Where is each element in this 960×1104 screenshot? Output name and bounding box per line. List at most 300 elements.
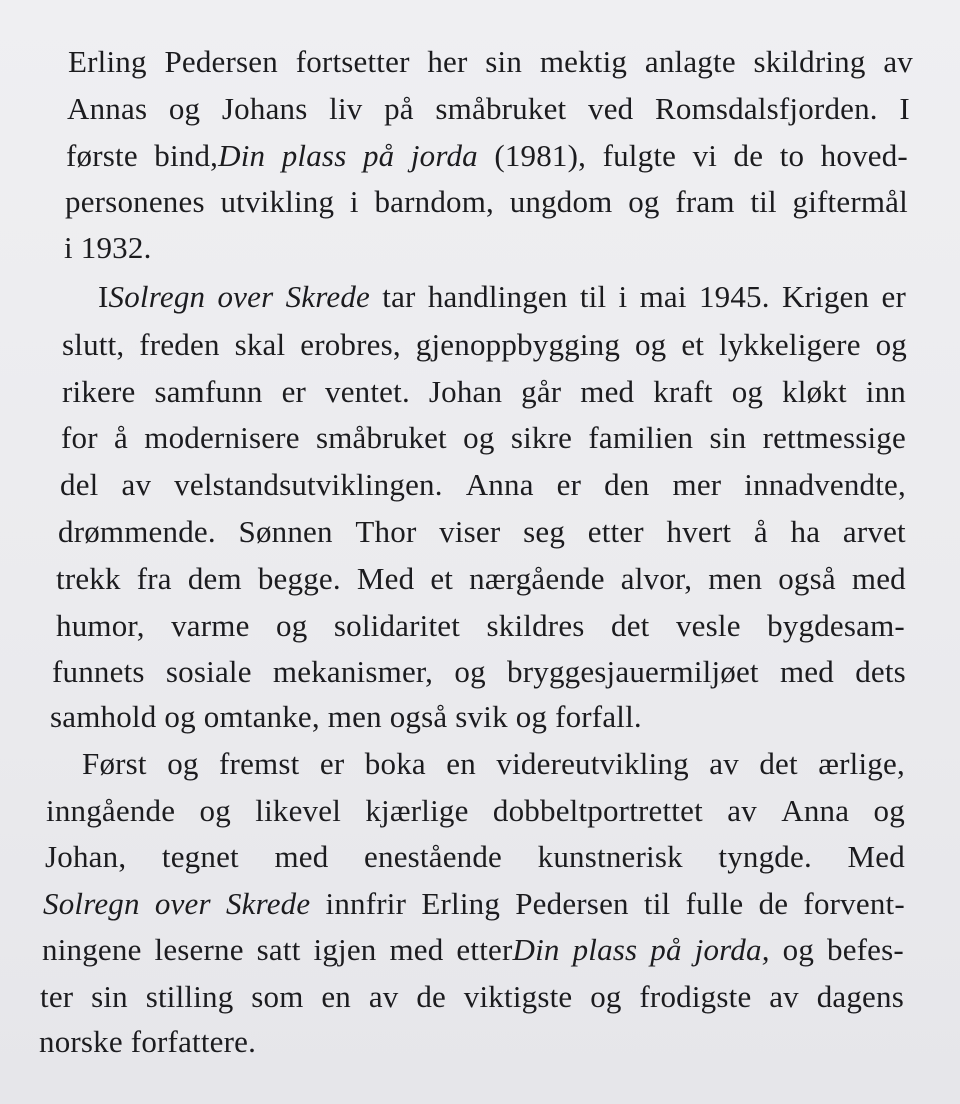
word	[154, 140, 265, 171]
word	[676, 610, 741, 641]
text-run: Pedersen	[515, 886, 629, 921]
word	[852, 563, 906, 594]
text-line	[65, 186, 908, 217]
word	[507, 656, 759, 687]
text-run: de	[733, 138, 764, 173]
text-run: kunstnerisk	[537, 839, 683, 874]
text-run: Annas	[67, 91, 148, 126]
text-run: samhold og omtanke, men også svik og forfall.	[50, 699, 642, 734]
text-run: fulgte	[602, 138, 677, 173]
italic-title-text: jorda	[410, 138, 478, 173]
word	[759, 748, 797, 779]
word	[650, 934, 681, 965]
word	[855, 656, 906, 687]
word	[68, 46, 147, 77]
text-run: å	[753, 514, 768, 549]
text-run: lykkeligere	[719, 327, 861, 362]
word	[763, 422, 906, 453]
text-run: en	[321, 979, 352, 1014]
word	[139, 329, 219, 360]
text-run: de	[416, 979, 446, 1014]
word	[427, 46, 467, 77]
word	[644, 888, 670, 919]
text-run: nærgående	[469, 561, 605, 596]
text-run: mekanismer,	[272, 654, 434, 689]
text-run: første	[66, 138, 138, 173]
text-run: fram	[675, 184, 735, 219]
word	[365, 748, 426, 779]
word	[411, 140, 478, 171]
word	[611, 610, 649, 641]
text-run: med	[851, 561, 906, 596]
word	[320, 748, 344, 779]
text-run: boka	[364, 746, 426, 781]
text-run: og	[199, 793, 231, 828]
word	[171, 610, 249, 641]
word	[276, 610, 307, 641]
text-line	[56, 610, 905, 641]
word	[619, 281, 628, 312]
italic-title-text: på	[650, 932, 682, 967]
word	[121, 469, 151, 500]
word	[45, 841, 126, 872]
word	[693, 140, 718, 171]
text-run: drømmende.	[58, 514, 216, 549]
text-run: bryggesjauermiljøet	[507, 654, 759, 689]
word	[866, 376, 906, 407]
text-run: med	[580, 374, 635, 409]
italic-title-text: Solregn	[108, 279, 206, 314]
text-run: Thor	[355, 514, 417, 549]
text-run: og	[454, 654, 486, 689]
text-run: og	[168, 91, 201, 126]
word	[42, 934, 142, 965]
word	[780, 656, 834, 687]
word	[91, 981, 128, 1012]
text-run: befes-	[827, 932, 904, 967]
text-run: viktigste	[463, 979, 573, 1014]
italic-title-text: Solregn	[43, 886, 140, 921]
word	[673, 469, 722, 500]
text-run: og	[782, 932, 815, 967]
text-run: tar	[382, 279, 416, 314]
word	[56, 563, 121, 594]
word	[782, 376, 847, 407]
word	[782, 281, 869, 312]
word	[374, 186, 494, 217]
text-run: fremst	[219, 746, 300, 781]
word	[326, 888, 407, 919]
italic-title-text: over	[217, 279, 274, 314]
word	[154, 376, 262, 407]
text-run: sin	[485, 44, 523, 79]
word	[456, 934, 559, 965]
text-run: Johan	[428, 374, 503, 409]
word	[65, 186, 205, 217]
text-run: likevel	[255, 793, 342, 828]
word	[282, 140, 347, 171]
text-run: et	[430, 561, 454, 596]
text-run: Med	[847, 839, 905, 874]
text-run: leserne	[154, 932, 244, 967]
text-run: humor,	[56, 608, 145, 643]
word	[219, 748, 299, 779]
text-line	[58, 516, 906, 547]
text-run: viser	[439, 514, 501, 549]
text-run: dagens	[816, 979, 904, 1014]
word	[300, 329, 401, 360]
word	[727, 795, 757, 826]
word	[365, 795, 468, 826]
text-run: å	[114, 420, 128, 455]
text-run: det	[759, 746, 798, 781]
text-line	[67, 93, 910, 124]
word	[416, 981, 446, 1012]
word	[588, 516, 644, 547]
word	[56, 610, 145, 641]
text-run: videreutvikling	[496, 746, 689, 781]
text-run: kløkt	[782, 374, 847, 409]
text-run: småbruket	[435, 91, 567, 126]
word	[469, 563, 605, 594]
word	[734, 140, 764, 171]
text-run: rettmessige	[762, 420, 906, 455]
word	[686, 888, 744, 919]
word	[710, 422, 747, 453]
word	[732, 376, 763, 407]
word	[257, 934, 301, 965]
word	[881, 281, 905, 312]
word	[463, 422, 494, 453]
text-run: vesle	[675, 608, 741, 643]
text-run: norske forfattere.	[39, 1024, 257, 1059]
word	[384, 93, 414, 124]
text-run: I	[98, 279, 109, 314]
text-run: er	[319, 746, 345, 781]
word	[493, 795, 703, 826]
text-run: Erling	[68, 44, 147, 79]
text-run: samfunn	[154, 374, 263, 409]
text-run: Johans	[221, 91, 308, 126]
text-run: alvor,	[620, 561, 693, 596]
text-run: liv	[329, 91, 363, 126]
word	[446, 748, 476, 779]
word	[389, 934, 443, 965]
text-line	[62, 376, 906, 407]
text-run: giftermål	[792, 184, 908, 219]
text-line	[82, 748, 905, 779]
word	[369, 981, 399, 1012]
text-run: er	[556, 467, 582, 502]
text-run: her	[427, 44, 468, 79]
word	[695, 934, 770, 965]
word	[604, 469, 649, 500]
word	[466, 469, 534, 500]
text-run: enestående	[364, 839, 503, 874]
word	[821, 140, 908, 171]
text-run: slutt,	[62, 327, 125, 362]
word	[791, 516, 821, 547]
text-run: bind,	[154, 138, 219, 173]
text-run: Sønnen	[238, 514, 333, 549]
word	[296, 46, 410, 77]
text-run: seg	[523, 514, 566, 549]
text-run: gjenoppbygging	[415, 327, 621, 362]
text-run: ter	[40, 979, 74, 1014]
text-run: i	[349, 184, 359, 219]
text-line	[60, 469, 906, 500]
text-run: barndom,	[374, 184, 494, 219]
word	[382, 281, 415, 312]
word	[848, 841, 905, 872]
italic-title-text: plass	[572, 932, 638, 967]
word	[255, 795, 341, 826]
word	[487, 610, 585, 641]
text-run: inngående	[46, 793, 176, 828]
word	[557, 469, 581, 500]
text-run: mer	[672, 467, 722, 502]
word	[82, 748, 147, 779]
word	[645, 46, 736, 77]
text-run: Anna	[465, 467, 534, 502]
text-run: på	[384, 91, 414, 126]
word	[155, 888, 211, 919]
text-run: trekk	[56, 561, 121, 596]
word	[718, 841, 812, 872]
word	[62, 376, 135, 407]
text-run: igjen	[313, 932, 377, 967]
word	[494, 140, 586, 171]
text-run: med	[389, 932, 444, 967]
text-run: velstandsutviklingen.	[174, 467, 443, 502]
text-run: anlagte	[644, 44, 736, 79]
word	[169, 93, 200, 124]
text-run: fulle	[685, 886, 744, 921]
text-run: stilling	[145, 979, 234, 1014]
text-run: som	[251, 979, 304, 1014]
word	[496, 748, 688, 779]
word	[239, 516, 333, 547]
text-run: familien	[588, 420, 694, 455]
text-run: modernisere	[144, 420, 300, 455]
word	[754, 46, 866, 77]
text-run: og	[634, 327, 667, 362]
text-run: 1945.	[698, 279, 770, 314]
text-run: skildring	[753, 44, 866, 79]
word	[325, 376, 410, 407]
text-run: skal	[234, 327, 286, 362]
text-run: Anna	[781, 793, 850, 828]
text-run: ved	[588, 91, 634, 126]
word	[778, 563, 836, 594]
text-run: i 1932.	[64, 230, 152, 265]
text-run: Pedersen	[164, 44, 278, 79]
word	[793, 186, 908, 217]
text-run: med	[779, 654, 834, 689]
text-run: (1981),	[494, 138, 587, 173]
text-run: solidaritet	[333, 608, 461, 643]
word	[416, 329, 620, 360]
word	[146, 981, 234, 1012]
word	[314, 934, 377, 965]
word	[62, 329, 124, 360]
word	[783, 934, 814, 965]
text-run: ærlige,	[818, 746, 905, 781]
word	[767, 610, 905, 641]
text-line	[56, 563, 906, 594]
text-run: kraft	[653, 374, 713, 409]
word	[827, 934, 904, 965]
word	[803, 888, 904, 919]
word	[188, 563, 242, 594]
word	[876, 329, 907, 360]
text-run: Krigen	[781, 279, 870, 314]
text-run: av	[769, 979, 799, 1014]
word	[226, 888, 310, 919]
word	[719, 329, 861, 360]
italic-title-text: Skrede	[285, 279, 371, 314]
text-line	[68, 46, 913, 77]
word	[780, 140, 805, 171]
word	[435, 93, 566, 124]
text-run: bygdesam-	[767, 608, 905, 643]
word	[329, 93, 362, 124]
text-run: fortsetter	[295, 44, 410, 79]
text-run: skildres	[486, 608, 585, 643]
text-run: av	[368, 979, 399, 1014]
word	[603, 140, 677, 171]
word	[40, 981, 73, 1012]
text-run: og	[628, 184, 660, 219]
word	[818, 748, 905, 779]
text-run: Romsdalsfjorden.	[655, 91, 878, 126]
word	[222, 93, 308, 124]
word	[114, 422, 128, 453]
word	[899, 93, 910, 124]
word	[628, 186, 659, 217]
text-run: arvet	[842, 514, 906, 549]
word	[573, 934, 638, 965]
text-run: freden	[139, 327, 220, 362]
text-run: sin	[91, 979, 128, 1014]
word	[164, 46, 278, 77]
text-run: for	[61, 420, 98, 455]
word	[167, 748, 198, 779]
word	[155, 934, 244, 965]
text-run: av	[121, 467, 152, 502]
text-run: tyngde.	[718, 839, 812, 874]
word	[580, 376, 634, 407]
italic-title-text: over	[154, 886, 211, 921]
text-run: i	[618, 279, 628, 314]
word	[274, 841, 328, 872]
word	[635, 329, 666, 360]
text-run: men	[708, 561, 763, 596]
text-run: Først	[82, 746, 147, 781]
word	[428, 281, 568, 312]
text-run: småbruket	[315, 420, 447, 455]
word	[781, 795, 849, 826]
word	[52, 656, 145, 687]
word	[485, 46, 522, 77]
text-run: en	[446, 746, 476, 781]
word	[538, 841, 683, 872]
text-run: og	[167, 746, 199, 781]
text-run: innadvendte,	[744, 467, 906, 502]
text-run: av	[709, 746, 739, 781]
text-run: og	[463, 420, 495, 455]
word	[98, 281, 205, 312]
text-run: ventet.	[325, 374, 410, 409]
word	[667, 516, 732, 547]
text-run: også	[778, 561, 836, 596]
word	[439, 516, 500, 547]
word	[709, 748, 739, 779]
word	[66, 140, 138, 171]
word	[357, 563, 414, 594]
word	[334, 610, 460, 641]
text-run: og	[875, 327, 907, 362]
text-line	[52, 656, 906, 687]
text-run: vi	[692, 138, 718, 173]
text-run: til	[750, 184, 777, 219]
word	[364, 841, 502, 872]
text-line	[50, 701, 642, 732]
word	[174, 469, 443, 500]
text-run: den	[604, 467, 650, 502]
word	[754, 516, 768, 547]
word	[883, 46, 913, 77]
word	[621, 563, 692, 594]
text-run: et	[681, 327, 705, 362]
text-run: etter	[587, 514, 644, 549]
word	[282, 376, 306, 407]
word	[316, 422, 447, 453]
text-run: og	[873, 793, 905, 828]
italic-title-text: Din	[512, 932, 560, 967]
text-run: er	[881, 279, 906, 314]
text-run: fra	[136, 561, 172, 596]
text-run: og	[590, 979, 622, 1014]
word	[843, 516, 906, 547]
word	[429, 376, 502, 407]
italic-title-text: Din	[218, 138, 266, 173]
word	[750, 186, 776, 217]
word	[590, 981, 621, 1012]
word	[430, 563, 453, 594]
word	[61, 422, 98, 453]
word	[166, 656, 252, 687]
text-run: mai	[639, 279, 687, 314]
word	[137, 563, 172, 594]
word	[639, 981, 751, 1012]
word	[144, 422, 299, 453]
text-run: tegnet	[161, 839, 239, 874]
text-run: rikere	[62, 374, 136, 409]
text-run: erobres,	[300, 327, 401, 362]
word	[511, 422, 572, 453]
text-run: til	[643, 886, 671, 921]
word	[200, 795, 231, 826]
text-line	[42, 934, 904, 965]
text-run: frodigste	[639, 979, 752, 1014]
text-line	[98, 281, 906, 312]
word	[217, 281, 273, 312]
word	[251, 981, 303, 1012]
word	[769, 981, 799, 1012]
text-run: kjærlige	[365, 793, 469, 828]
word	[540, 46, 627, 77]
